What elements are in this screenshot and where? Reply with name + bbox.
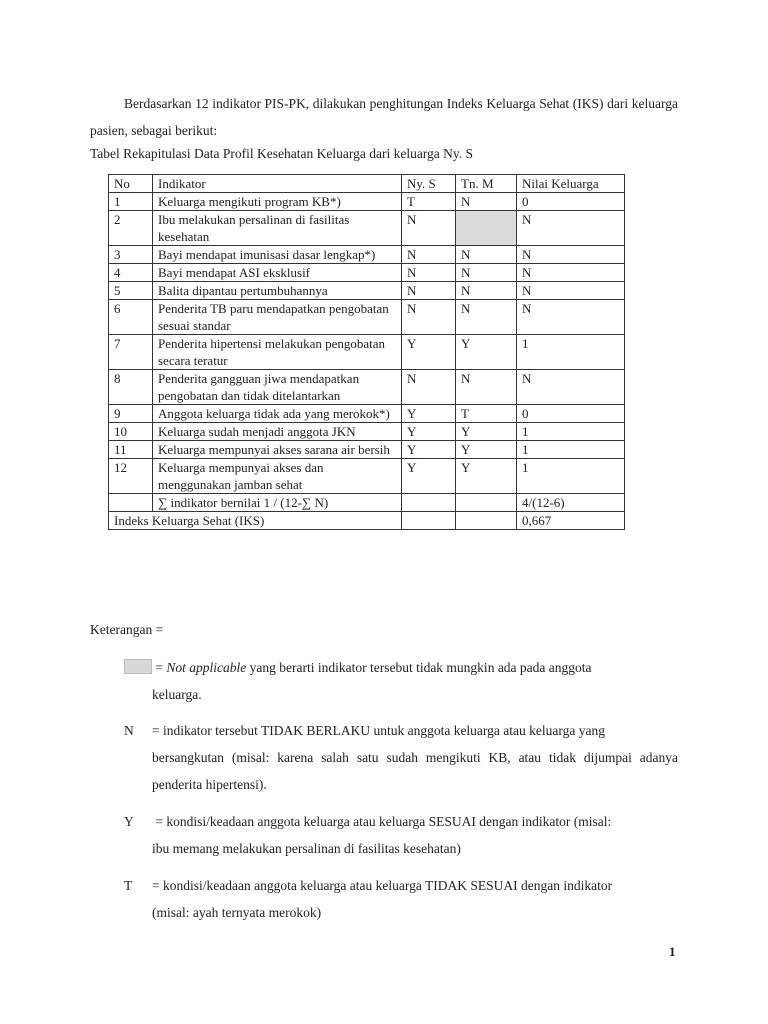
cell-indikator: Bayi mendapat ASI eksklusif [153,264,402,282]
cell-tn-m: N [456,264,517,282]
sum-value: 4/(12-6) [517,494,625,512]
sum-label: ∑ indikator bernilai 1 / (12-∑ N) [153,494,402,512]
cell-tn-m: N [456,246,517,264]
header-indikator: Indikator [153,175,402,193]
table-row [109,264,625,282]
cell-tn-m: T [456,405,517,423]
cell-indikator: Anggota keluarga tidak ada yang merokok*) [153,405,402,423]
iks-empty-ny [402,512,456,530]
cell-tn-m: N [456,370,517,405]
cell-indikator: Penderita hipertensi melakukan pengobatan secara teratur [153,335,402,370]
cell-tn-m: N [456,193,517,211]
cell-indikator: Penderita TB paru mendapatkan pengobatan sesuai standar [153,300,402,335]
cell-ny-s: N [402,211,456,246]
cell-indikator: Bayi mendapat imunisasi dasar lengkap*) [153,246,402,264]
legend-n-symbol: N [124,723,134,738]
cell-no: 7 [109,335,153,370]
table-row [109,335,625,370]
legend-na-italic: Not applicable [166,660,247,675]
iks-empty-tn [456,512,517,530]
cell-no: 12 [109,459,153,494]
table-row [109,246,625,264]
cell-tn-m: N [456,300,517,335]
cell-indikator: Keluarga mempunyai akses dan menggunakan jamban sehat [153,459,402,494]
legend-na-continuation: keluarga. [152,687,202,702]
header-no: No [109,175,153,193]
cell-ny-s: Y [402,335,456,370]
table-row [109,193,625,211]
legend-y-text: = kondisi/keadaan anggota keluarga atau keluarga SESUAI dengan indikator (misal: [152,814,612,829]
cell-ny-s: T [402,193,456,211]
cell-ny-s: N [402,282,456,300]
cell-tn-m: Y [456,335,517,370]
cell-nilai-keluarga: 1 [517,423,625,441]
cell-no: 3 [109,246,153,264]
iks-label: Indeks Keluarga Sehat (IKS) [109,512,402,530]
legend-t [124,872,678,926]
cell-no: 6 [109,300,153,335]
legend-na-text: yang berarti indikator tersebut tidak mungkin ada pada anggota [246,660,592,675]
cell-nilai-keluarga: N [517,246,625,264]
table-row [109,211,625,246]
cell-ny-s: N [402,264,456,282]
cell-indikator: Keluarga mengikuti program KB*) [153,193,402,211]
cell-no: 11 [109,441,153,459]
cell-no: 2 [109,211,153,246]
sum-row [109,494,625,512]
cell-ny-s: Y [402,405,456,423]
legend-y-symbol: Y [124,814,134,829]
cell-no: 1 [109,193,153,211]
cell-nilai-keluarga: 1 [517,441,625,459]
header-nilai-keluarga: Nilai Keluarga [517,175,625,193]
cell-nilai-keluarga: 1 [517,459,625,494]
legend-t-continuation: (misal: ayah ternyata merokok) [152,905,322,920]
table-row [109,300,625,335]
table-row [109,423,625,441]
cell-tn-m: Y [456,423,517,441]
cell-nilai-keluarga: 1 [517,335,625,370]
legend-n-text: = indikator tersebut TIDAK BERLAKU untuk anggota keluarga atau keluarga yang [152,723,606,738]
cell-no: 5 [109,282,153,300]
cell-tn-m: Y [456,459,517,494]
cell-nilai-keluarga: N [517,264,625,282]
iks-value: 0,667 [517,512,625,530]
cell-nilai-keluarga: N [517,300,625,335]
cell-ny-s: N [402,246,456,264]
sum-empty-ny [402,494,456,512]
table-row [109,282,625,300]
cell-ny-s: N [402,300,456,335]
cell-indikator: Keluarga mempunyai akses sarana air bersih [153,441,402,459]
cell-no: 9 [109,405,153,423]
legend-t-symbol: T [124,878,133,893]
page-number: 1 [669,944,676,959]
sum-empty-tn [456,494,517,512]
cell-tn-m: Y [456,441,517,459]
table-row [109,441,625,459]
cell-not-applicable [456,211,517,246]
table-caption: Tabel Rekapitulasi Data Profil Kesehatan Keluarga dari keluarga Ny. S [90,146,474,161]
intro-paragraph: Berdasarkan 12 indikator PIS-PK, dilakukan penghitungan Indeks Keluarga Sehat (IKS) dari keluarga pasien, sebagai berikut: [90,96,678,138]
legend-na [124,654,678,708]
not-applicable-swatch [124,659,152,674]
keterangan-title: Keterangan = [90,622,164,637]
legend-na-eq: = [152,660,167,675]
cell-no: 10 [109,423,153,441]
cell-nilai-keluarga: N [517,370,625,405]
cell-tn-m: N [456,282,517,300]
legend-n [124,717,678,798]
cell-indikator: Balita dipantau pertumbuhannya [153,282,402,300]
table-row [109,405,625,423]
cell-indikator: Penderita gangguan jiwa mendapatkan pengobatan dan tidak ditelantarkan [153,370,402,405]
header-ny-s: Ny. S [402,175,456,193]
sum-empty-no [109,494,153,512]
table-header-row [109,175,625,193]
cell-no: 4 [109,264,153,282]
table-row [109,459,625,494]
legend-t-text: = kondisi/keadaan anggota keluarga atau keluarga TIDAK SESUAI dengan indikator [152,878,613,893]
cell-nilai-keluarga: N [517,211,625,246]
cell-nilai-keluarga: 0 [517,193,625,211]
header-tn-m: Tn. M [456,175,517,193]
iks-row [109,512,625,530]
cell-ny-s: Y [402,423,456,441]
cell-indikator: Keluarga sudah menjadi anggota JKN [153,423,402,441]
cell-no: 8 [109,370,153,405]
cell-ny-s: Y [402,441,456,459]
table-row [109,370,625,405]
cell-ny-s: N [402,370,456,405]
cell-nilai-keluarga: 0 [517,405,625,423]
recap-table [108,174,625,530]
legend-y [124,808,678,862]
legend-y-continuation: ibu memang melakukan persalinan di fasilitas kesehatan) [152,841,461,856]
cell-ny-s: Y [402,459,456,494]
cell-nilai-keluarga: N [517,282,625,300]
cell-indikator: Ibu melakukan persalinan di fasilitas kesehatan [153,211,402,246]
legend-n-continuation: bersangkutan (misal: karena salah satu sudah mengikuti KB, atau tidak dijumpai adanya penderita hipertensi). [152,750,678,792]
